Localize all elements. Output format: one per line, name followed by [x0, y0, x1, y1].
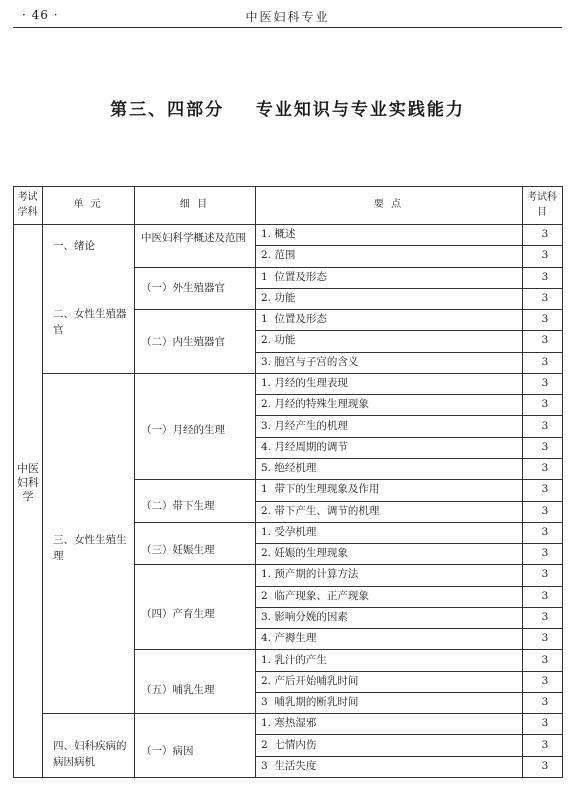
table-bottom-rule	[13, 777, 563, 778]
row-rule	[255, 649, 562, 650]
point-level: 3	[541, 440, 549, 453]
unit-cell: 四、妇科疾病的病因病机	[53, 740, 127, 768]
point-level: 3	[541, 738, 549, 751]
header-points: 要 点	[373, 199, 404, 210]
detail-rule	[134, 267, 255, 268]
detail-cell: （三）妊娠生理	[141, 544, 215, 556]
point-level: 3	[541, 547, 549, 560]
point-text: 3 生活失度	[261, 759, 317, 772]
row-rule	[255, 352, 562, 353]
point-text: 1. 预产期的计算方法	[261, 568, 359, 581]
point-text: 2 七情内伤	[261, 738, 317, 751]
row-rule	[255, 309, 562, 310]
point-level: 3	[541, 674, 549, 687]
point-level: 3	[541, 589, 549, 602]
point-text: 3 哺乳期的断乳时间	[261, 696, 359, 709]
detail-cell: 中医妇科学概述及范围	[141, 232, 246, 244]
row-rule	[255, 373, 562, 374]
point-text: 1. 乳汁的产生	[261, 653, 327, 666]
point-level: 3	[541, 610, 549, 623]
unit-rule	[42, 713, 134, 714]
point-text: 1. 寒热湿邪	[261, 717, 317, 730]
header-bottom-rule	[13, 224, 563, 225]
point-level: 3	[541, 653, 549, 666]
detail-cell: （二）内生殖器官	[141, 336, 225, 348]
row-rule	[255, 692, 562, 693]
point-level: 3	[541, 355, 549, 368]
row-rule	[255, 501, 562, 502]
detail-rule	[134, 522, 255, 523]
row-rule	[255, 607, 562, 608]
point-level: 3	[541, 483, 549, 496]
point-level: 3	[541, 419, 549, 432]
header-subject: 考试学科	[17, 192, 38, 218]
point-level: 3	[541, 228, 549, 241]
point-text: 1 位置及形态	[261, 313, 327, 326]
point-text: 1 带下的生理现象及作用	[261, 483, 380, 496]
point-text: 2. 功能	[261, 291, 296, 304]
point-text: 3. 月经产生的机理	[261, 419, 348, 432]
table-top-rule	[13, 186, 563, 187]
point-text: 4. 产褥生理	[261, 632, 317, 645]
page-title: 第三、四部分 专业知识与专业实践能力	[110, 100, 465, 120]
row-rule	[255, 267, 562, 268]
point-level: 3	[541, 249, 549, 262]
row-rule	[255, 564, 562, 565]
point-text: 2. 带下产生、调节的机理	[261, 504, 380, 517]
row-rule	[255, 734, 562, 735]
point-text: 2. 范围	[261, 249, 296, 262]
point-level: 3	[541, 504, 549, 517]
row-rule	[255, 586, 562, 587]
point-level: 3	[541, 525, 549, 538]
point-level: 3	[541, 377, 549, 390]
point-text: 1. 受孕机理	[261, 525, 317, 538]
point-text: 1. 月经的生理表现	[261, 377, 348, 390]
row-rule	[255, 437, 562, 438]
detail-rule	[134, 564, 255, 565]
detail-cell: （一）外生殖器官	[141, 282, 225, 294]
column-rule	[522, 186, 523, 778]
row-rule	[255, 628, 562, 629]
column-rule	[562, 186, 563, 778]
header-rule	[13, 27, 562, 28]
unit-cell: 一、绪论	[53, 240, 95, 252]
point-text: 2 临产现象、正产现象	[261, 589, 369, 602]
point-text: 3. 影响分娩的因素	[261, 610, 348, 623]
detail-cell: （一）月经的生理	[141, 424, 225, 436]
point-text: 1 位置及形态	[261, 270, 327, 283]
row-rule	[255, 394, 562, 395]
detail-rule	[134, 713, 255, 714]
detail-rule	[134, 373, 255, 374]
subject-cell: 中医妇科学	[17, 462, 39, 503]
point-text: 4. 月经周期的调节	[261, 440, 348, 453]
detail-cell: （二）带下生理	[141, 500, 215, 512]
unit-cell: 二、女性生殖器官	[53, 308, 127, 336]
point-level: 3	[541, 696, 549, 709]
row-rule	[255, 713, 562, 714]
row-rule	[255, 415, 562, 416]
page-number: · 46 ·	[22, 8, 59, 22]
row-rule	[255, 756, 562, 757]
detail-cell: （五）哺乳生理	[141, 684, 215, 696]
point-text: 5. 绝经机理	[261, 462, 317, 475]
row-rule	[255, 245, 562, 246]
detail-rule	[134, 649, 255, 650]
detail-cell: （一）病因	[141, 745, 194, 757]
point-text: 2. 妊娠的生理现象	[261, 547, 348, 560]
column-rule	[255, 186, 256, 778]
column-rule	[134, 186, 135, 778]
unit-rule	[42, 373, 134, 374]
point-level: 3	[541, 334, 549, 347]
detail-cell: （四）产育生理	[141, 608, 215, 620]
point-level: 3	[541, 568, 549, 581]
running-header-title: 中医妇科专业	[245, 10, 330, 24]
detail-rule	[134, 309, 255, 310]
point-level: 3	[541, 759, 549, 772]
point-level: 3	[541, 398, 549, 411]
detail-rule	[134, 479, 255, 480]
point-text: 2. 功能	[261, 334, 296, 347]
point-level: 3	[541, 313, 549, 326]
point-text: 3. 胞宫与子宫的含义	[261, 355, 359, 368]
row-rule	[255, 671, 562, 672]
point-text: 1. 概述	[261, 228, 296, 241]
row-rule	[255, 330, 562, 331]
column-rule	[13, 186, 14, 778]
point-level: 3	[541, 462, 549, 475]
row-rule	[255, 522, 562, 523]
row-rule	[255, 288, 562, 289]
row-rule	[255, 543, 562, 544]
point-level: 3	[541, 291, 549, 304]
point-text: 2. 产后开始哺乳时间	[261, 674, 359, 687]
unit-cell: 三、女性生殖生理	[53, 534, 127, 562]
point-level: 3	[541, 717, 549, 730]
header-unit: 单 元	[73, 199, 103, 210]
column-rule	[42, 186, 43, 778]
row-rule	[255, 458, 562, 459]
row-rule	[255, 479, 562, 480]
point-text: 2. 月经的特殊生理现象	[261, 398, 369, 411]
header-level: 考试科目	[527, 192, 557, 218]
header-detail: 细 目	[179, 199, 210, 210]
point-level: 3	[541, 270, 549, 283]
point-level: 3	[541, 632, 549, 645]
